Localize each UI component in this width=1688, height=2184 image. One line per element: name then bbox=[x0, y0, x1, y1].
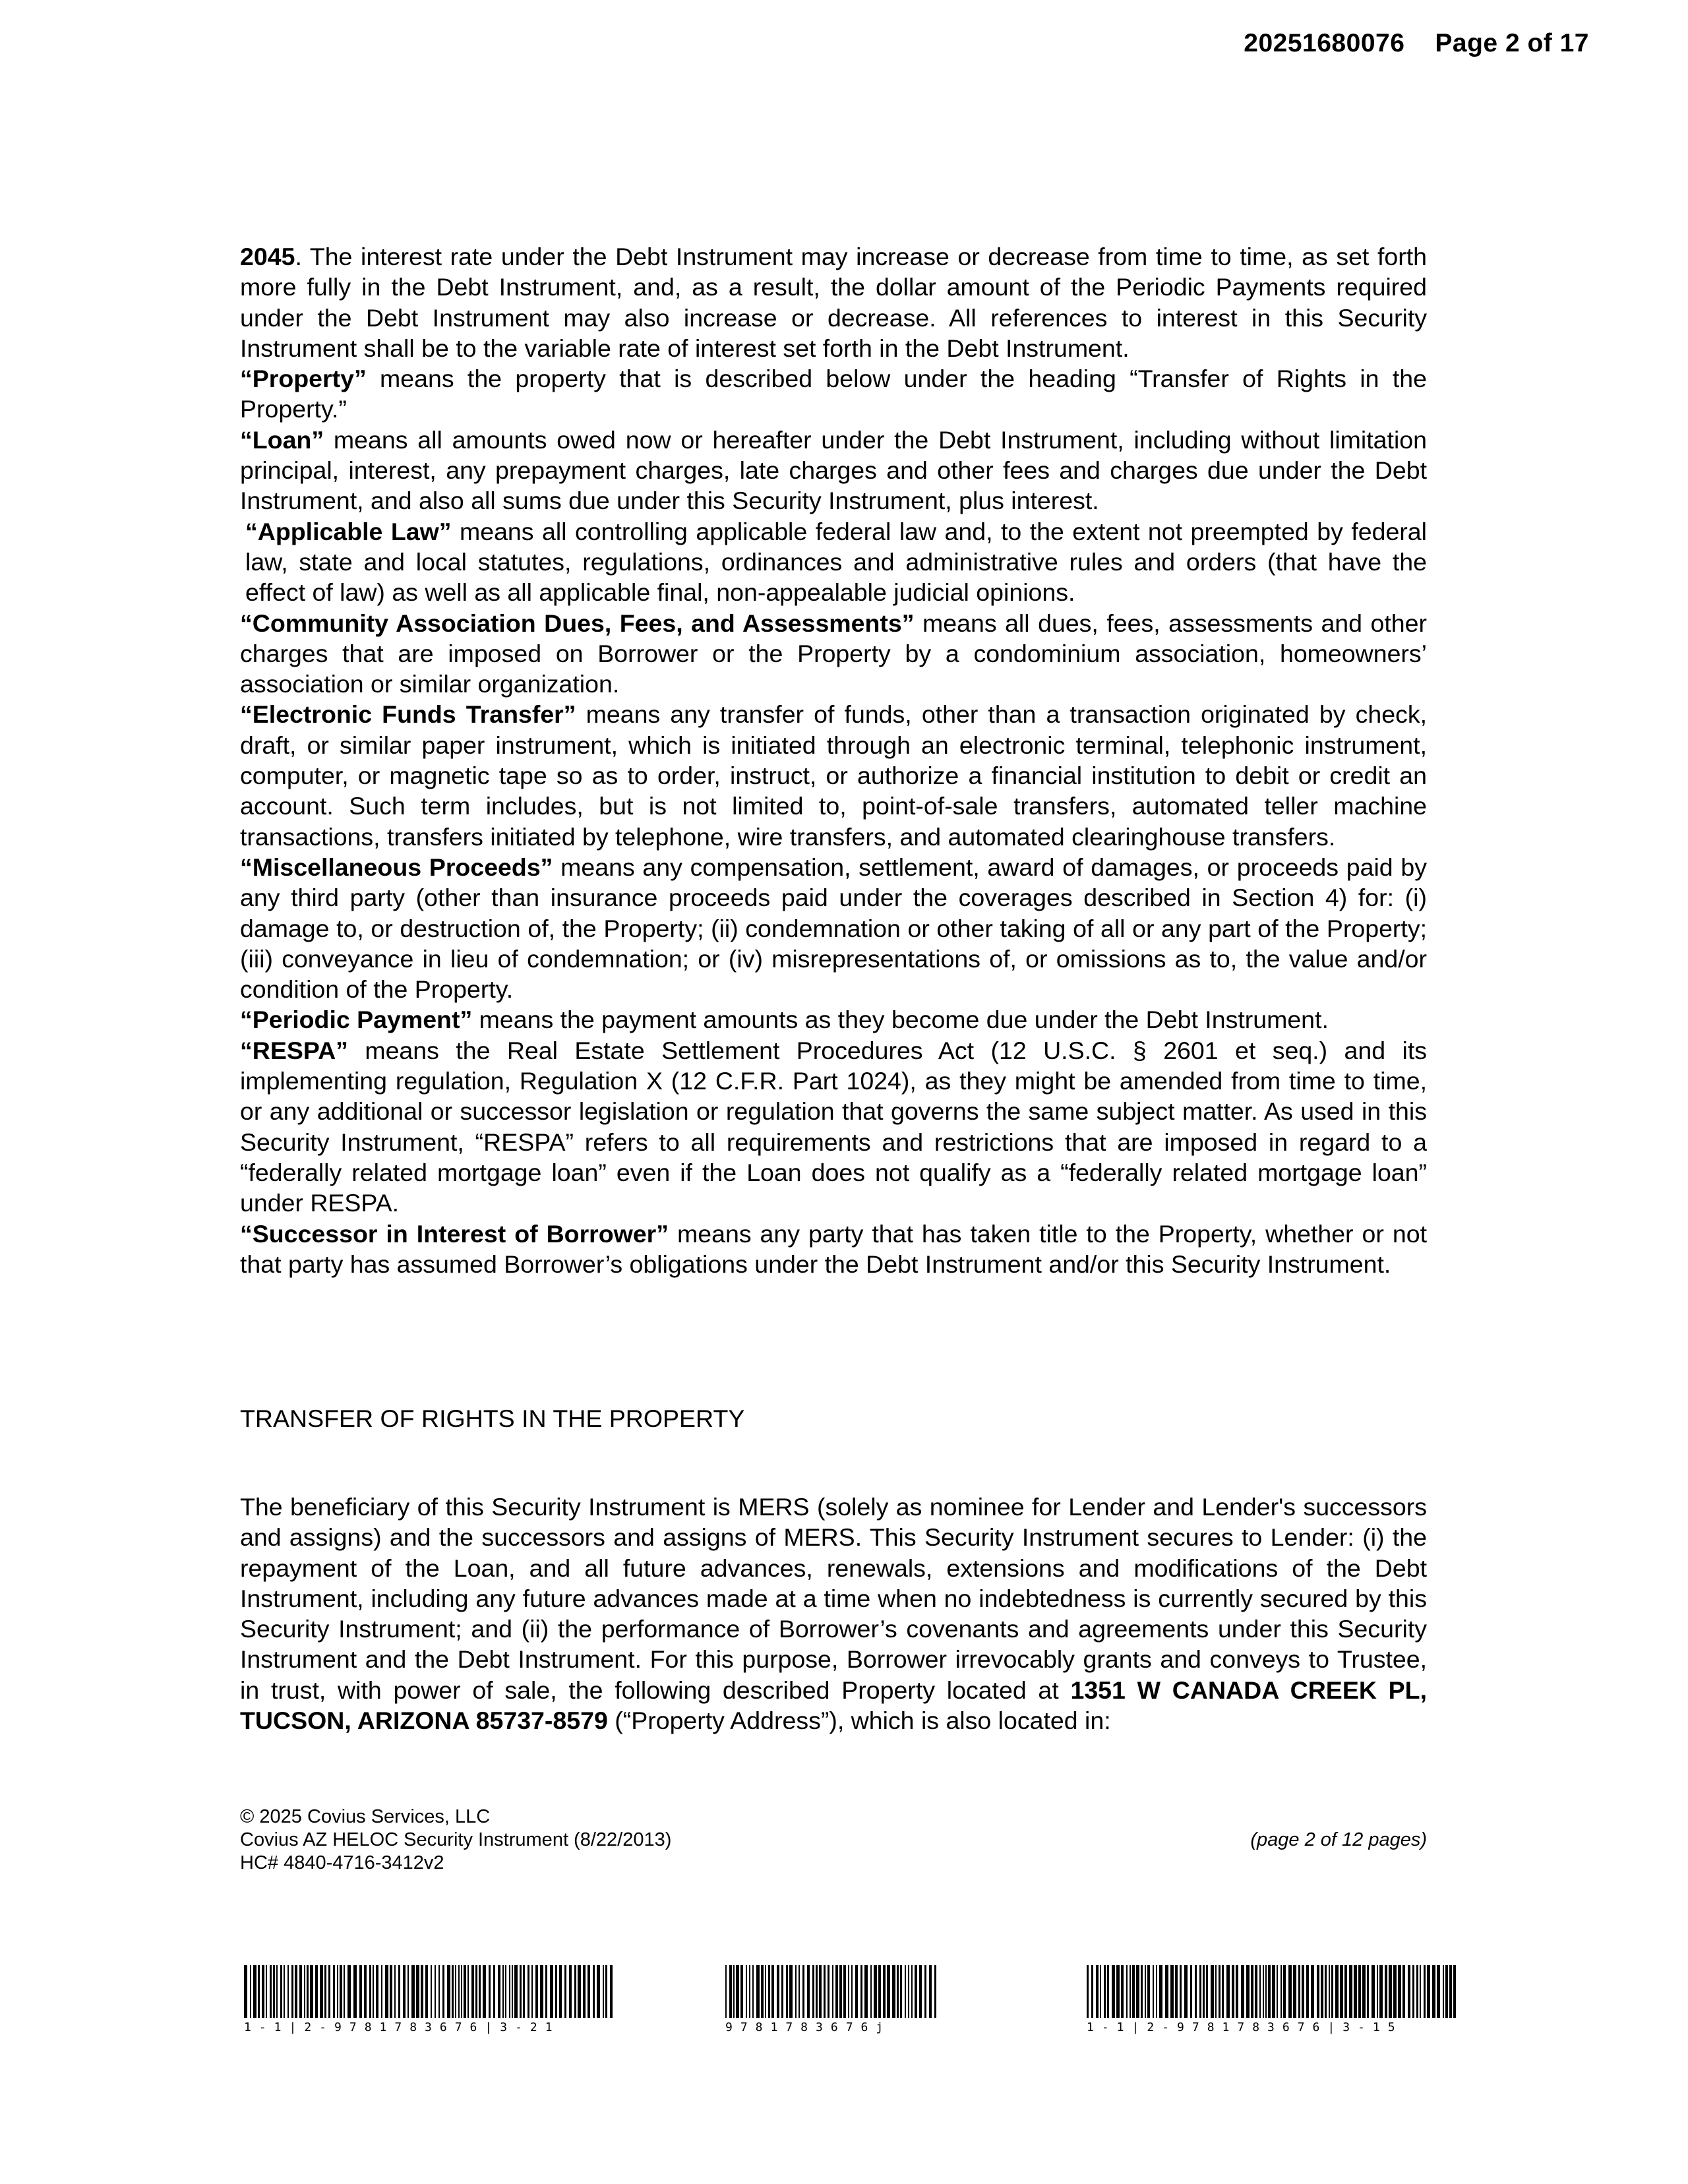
barcode-bar bbox=[610, 1965, 613, 2018]
barcode-bar bbox=[1379, 1965, 1383, 2018]
barcode-bar bbox=[291, 1965, 293, 2018]
barcode-bar bbox=[1100, 1965, 1101, 2018]
barcode-bar bbox=[1265, 1965, 1267, 2018]
definition-paragraph bbox=[240, 241, 1427, 363]
barcode-bar bbox=[250, 1965, 251, 2018]
barcode-bar bbox=[1112, 1965, 1115, 2018]
property-address: 1351 W CANADA CREEK PL, TUCSON, ARIZONA 85737-8579 bbox=[240, 1676, 1428, 1735]
barcode-bar bbox=[1432, 1965, 1435, 2018]
barcode-bar bbox=[373, 1965, 374, 2018]
footer-form-name: Covius AZ HELOC Security Instrument (8/22/2013) bbox=[240, 1829, 672, 1850]
footer-page-note: (page 2 of 12 pages) bbox=[1250, 1829, 1427, 1850]
transfer-text bbox=[240, 1492, 1427, 1736]
barcode-bar bbox=[324, 1965, 326, 2018]
barcode-bar bbox=[1268, 1965, 1271, 2018]
barcode-bar bbox=[915, 1965, 917, 2018]
barcode-bar bbox=[407, 1965, 409, 2018]
barcode-bar bbox=[1219, 1965, 1221, 2018]
barcode-bar bbox=[878, 1965, 881, 2018]
barcode-bar bbox=[315, 1965, 318, 2018]
barcode-bar bbox=[1255, 1965, 1257, 2018]
barcode-bar bbox=[273, 1965, 275, 2018]
barcode-bar bbox=[1272, 1965, 1275, 2018]
barcode bbox=[244, 1965, 613, 2034]
barcode-bar bbox=[752, 1965, 754, 2018]
barcode-bar bbox=[1277, 1965, 1278, 2018]
barcode-bar bbox=[1302, 1965, 1304, 2018]
barcode-bar bbox=[455, 1965, 456, 2018]
barcode-bar bbox=[768, 1965, 770, 2018]
footer-info bbox=[240, 1805, 671, 1875]
barcode-bar bbox=[1165, 1965, 1168, 2018]
barcode-bar bbox=[756, 1965, 760, 2018]
barcode-bar bbox=[1126, 1965, 1128, 2018]
barcode-bar bbox=[1283, 1965, 1286, 2018]
barcode-bar bbox=[1385, 1965, 1387, 2018]
barcode-bar bbox=[344, 1965, 345, 2018]
barcode-bar bbox=[333, 1965, 335, 2018]
barcode-bar bbox=[749, 1965, 750, 2018]
barcode-bar bbox=[369, 1965, 371, 2018]
document-number: 20251680076 bbox=[1244, 29, 1405, 57]
barcode-bar bbox=[1251, 1965, 1253, 2018]
barcode-bar bbox=[483, 1965, 486, 2018]
barcode-bar bbox=[802, 1965, 804, 2018]
barcode-bar bbox=[411, 1965, 415, 2018]
transfer-text-after: (“Property Address”), which is also located in: bbox=[607, 1707, 1111, 1735]
barcode-bar bbox=[605, 1965, 607, 2018]
barcode-bar bbox=[1445, 1965, 1448, 2018]
barcode-bar bbox=[1184, 1965, 1188, 2018]
barcode-bar bbox=[807, 1965, 810, 2018]
barcode-bar bbox=[559, 1965, 562, 2018]
barcode-bar bbox=[819, 1965, 822, 2018]
barcode-bar bbox=[1317, 1965, 1319, 2018]
barcode-bar bbox=[310, 1965, 313, 2018]
barcode-bar bbox=[1195, 1965, 1197, 2018]
barcode-bar bbox=[262, 1965, 264, 2018]
barcode-bar bbox=[307, 1965, 309, 2018]
barcode-bar bbox=[789, 1965, 793, 2018]
barcode-bar bbox=[725, 1965, 727, 2018]
barcode-bar bbox=[447, 1965, 450, 2018]
barcode-bar bbox=[347, 1965, 351, 2018]
barcode-bar bbox=[786, 1965, 788, 2018]
barcode-bar bbox=[574, 1965, 576, 2018]
barcode-bar bbox=[458, 1965, 460, 2018]
barcode-bar bbox=[929, 1965, 932, 2018]
barcode-bar bbox=[1190, 1965, 1192, 2018]
barcode bbox=[1087, 1965, 1456, 2034]
barcode-bar bbox=[1443, 1965, 1444, 2018]
definition-term: “Periodic Payment” bbox=[240, 1006, 473, 1034]
definition-term: “Successor in Interest of Borrower” bbox=[240, 1219, 669, 1248]
barcode-bar bbox=[452, 1965, 454, 2018]
barcode-bar bbox=[328, 1965, 330, 2018]
barcode-bar bbox=[848, 1965, 849, 2018]
barcode-bar bbox=[1412, 1965, 1414, 2018]
barcode-bar bbox=[1349, 1965, 1352, 2018]
definition-text: means all controlling applicable federal law and, to the extent not preempted by federal law, state and local statutes, regulations, ordinances and administrative rules and orders (that have the effect of law) as well as all applicable final, non-appealable judicial opinions. bbox=[245, 517, 1427, 607]
barcode-bar bbox=[467, 1965, 469, 2018]
barcode-bar bbox=[924, 1965, 926, 2018]
barcode-bar bbox=[569, 1965, 572, 2018]
barcode-bar bbox=[1203, 1965, 1205, 2018]
barcode-bar bbox=[416, 1965, 419, 2018]
barcode-bar bbox=[276, 1965, 278, 2018]
barcode-bar bbox=[253, 1965, 256, 2018]
barcode-bar bbox=[421, 1965, 423, 2018]
barcode-bar bbox=[1232, 1965, 1234, 2018]
barcode-bar bbox=[1259, 1965, 1261, 2018]
barcode-bar bbox=[883, 1965, 886, 2018]
barcode-bar bbox=[435, 1965, 436, 2018]
barcode-bar bbox=[299, 1965, 302, 2018]
barcode-bar bbox=[892, 1965, 895, 2018]
barcode-bar bbox=[1329, 1965, 1330, 2018]
barcode-bar bbox=[832, 1965, 833, 2018]
definition-paragraph bbox=[240, 608, 1427, 700]
barcode-bar bbox=[520, 1965, 522, 2018]
barcode-bar bbox=[1199, 1965, 1201, 2018]
barcode-bar bbox=[475, 1965, 477, 2018]
barcode-bar bbox=[1408, 1965, 1410, 2018]
barcode-bar bbox=[359, 1965, 362, 2018]
definition-paragraph bbox=[240, 1004, 1427, 1035]
barcode-bar bbox=[403, 1965, 406, 2018]
barcode-bar bbox=[244, 1965, 247, 2018]
barcode-bar bbox=[1087, 1965, 1089, 2018]
barcode-bar bbox=[1344, 1965, 1347, 2018]
barcode-caption: 9781783676j bbox=[725, 2020, 891, 2034]
barcode-bar bbox=[258, 1965, 260, 2018]
barcode-bar bbox=[364, 1965, 367, 2018]
barcode-bar bbox=[1153, 1965, 1154, 2018]
barcode-bar bbox=[1236, 1965, 1238, 2018]
barcode-bar bbox=[843, 1965, 846, 2018]
definition-text: . The interest rate under the Debt Instrument may increase or decrease from time to time, as set forth more fully in the Debt Instrument, and, as a result, the dollar amount of the Periodic Payments required under the Debt Instrument may also increase or decrease. All references to interest in this Security Instrument shall be to the variable rate of interest set forth in the Debt Instrument. bbox=[240, 243, 1427, 362]
barcode-bar bbox=[781, 1965, 783, 2018]
barcode-bar bbox=[733, 1965, 735, 2018]
barcode-bar bbox=[578, 1965, 581, 2018]
barcode-bar bbox=[1147, 1965, 1150, 2018]
barcode-bar bbox=[1215, 1965, 1217, 2018]
barcode-bar bbox=[1206, 1965, 1208, 2018]
barcode-bar bbox=[1420, 1965, 1421, 2018]
barcode-bar bbox=[1306, 1965, 1309, 2018]
barcode-bar bbox=[514, 1965, 518, 2018]
barcode-bar bbox=[1402, 1965, 1405, 2018]
barcode-bar bbox=[1372, 1965, 1375, 2018]
definition-paragraph bbox=[240, 363, 1427, 425]
definition-term: “Applicable Law” bbox=[245, 517, 452, 545]
barcode-bar bbox=[1367, 1965, 1369, 2018]
barcode-bar bbox=[1175, 1965, 1178, 2018]
barcode-bar bbox=[353, 1965, 357, 2018]
definition-paragraph bbox=[240, 1035, 1427, 1219]
barcode-bar bbox=[1241, 1965, 1244, 2018]
barcode-bar bbox=[1358, 1965, 1361, 2018]
barcode-bar bbox=[266, 1965, 267, 2018]
barcode-bar bbox=[1427, 1965, 1430, 2018]
barcode-bar bbox=[1096, 1965, 1099, 2018]
barcode-bar bbox=[304, 1965, 305, 2018]
barcode-bar bbox=[934, 1965, 936, 2018]
barcode-bar bbox=[493, 1965, 495, 2018]
page-label: Page 2 of 17 bbox=[1435, 29, 1589, 57]
barcode-bar bbox=[461, 1965, 462, 2018]
barcode-bar bbox=[528, 1965, 529, 2018]
barcode-bar bbox=[1263, 1965, 1264, 2018]
barcode-bar bbox=[550, 1965, 553, 2018]
barcode-bar bbox=[425, 1965, 428, 2018]
barcode-bar bbox=[1398, 1965, 1401, 2018]
definition-term: “Electronic Funds Transfer” bbox=[240, 700, 576, 729]
barcode-bar bbox=[864, 1965, 868, 2018]
definition-paragraph bbox=[240, 699, 1427, 851]
definitions-section bbox=[240, 241, 1427, 1279]
barcode-bar bbox=[479, 1965, 481, 2018]
barcode-bar bbox=[509, 1965, 510, 2018]
barcode-bar bbox=[1362, 1965, 1366, 2018]
barcode-bar bbox=[545, 1965, 547, 2018]
barcode-bar bbox=[897, 1965, 899, 2018]
barcode-bar bbox=[489, 1965, 491, 2018]
barcode-bar bbox=[564, 1965, 566, 2018]
barcode-bar bbox=[1416, 1965, 1418, 2018]
barcode-bar bbox=[795, 1965, 797, 2018]
barcode-bar bbox=[1132, 1965, 1135, 2018]
barcode-bar bbox=[761, 1965, 764, 2018]
definition-text: means all dues, fees, assessments and other charges that are imposed on Borrower or the Property by a condominium association, homeowners’ association or similar organization. bbox=[240, 609, 1427, 698]
definition-term: “Loan” bbox=[240, 425, 324, 454]
barcode-bar bbox=[442, 1965, 444, 2018]
barcode-bar bbox=[471, 1965, 474, 2018]
definition-text: means all amounts owed now or hereafter under the Debt Instrument, including without limitation principal, interest, any prepayment charges, late charges and other fees and charges due under the Debt Instrument, and also all sums due under this Security Instrument, plus interest. bbox=[240, 425, 1427, 515]
barcode-bar bbox=[839, 1965, 842, 2018]
barcode-bar bbox=[1354, 1965, 1357, 2018]
definition-text: means the Real Estate Settlement Procedures Act (12 U.S.C. § 2601 et seq.) and its implementing regulation, Regulation X (12 C.F.R. Part 1024), as they might be amended from time to time, or any additional or successor legislation or regulation that governs the same subject matter. As used in this Security Instrument, “RESPA” refers to all requirements and restrictions that are imposed in regard to a “federally related mortgage loan” even if the Loan does not qualify as a “federally related mortgage loan” under RESPA. bbox=[240, 1036, 1427, 1217]
definition-term: “Miscellaneous Proceeds” bbox=[240, 853, 553, 881]
barcode-bar bbox=[583, 1965, 586, 2018]
barcode-bar bbox=[911, 1965, 913, 2018]
barcode-bar bbox=[270, 1965, 272, 2018]
barcode-bar bbox=[295, 1965, 297, 2018]
barcode-bar bbox=[540, 1965, 543, 2018]
barcode-bar bbox=[320, 1965, 323, 2018]
barcode-bar bbox=[1340, 1965, 1343, 2018]
barcode-bar bbox=[860, 1965, 862, 2018]
barcode-bar bbox=[555, 1965, 557, 2018]
barcode-bar bbox=[746, 1965, 747, 2018]
barcode-bar bbox=[464, 1965, 466, 2018]
barcode-bar bbox=[855, 1965, 858, 2018]
barcode-bar bbox=[1377, 1965, 1378, 2018]
barcode-bar bbox=[523, 1965, 525, 2018]
barcode-bar bbox=[1335, 1965, 1339, 2018]
barcode-bar bbox=[1141, 1965, 1143, 2018]
barcode-bar bbox=[835, 1965, 838, 2018]
barcode-bar bbox=[816, 1965, 818, 2018]
barcode-bar bbox=[438, 1965, 440, 2018]
barcode-bar bbox=[1311, 1965, 1314, 2018]
barcode-bar bbox=[1136, 1965, 1139, 2018]
barcode-bar bbox=[900, 1965, 902, 2018]
definition-paragraph bbox=[240, 516, 1427, 608]
barcode-bar bbox=[874, 1965, 877, 2018]
barcode-bar bbox=[376, 1965, 378, 2018]
footer-copyright: © 2025 Covius Services, LLC bbox=[240, 1806, 491, 1827]
barcode-bar bbox=[1159, 1965, 1162, 2018]
barcode-bar bbox=[287, 1965, 289, 2018]
barcode-bar bbox=[1226, 1965, 1230, 2018]
definition-paragraph bbox=[240, 1219, 1427, 1280]
barcode-bar bbox=[340, 1965, 342, 2018]
barcode-bar bbox=[498, 1965, 500, 2018]
barcode-bar bbox=[777, 1965, 779, 2018]
recording-header bbox=[1244, 29, 1589, 58]
footer-hc-number: HC# 4840-4716-3412v2 bbox=[240, 1852, 444, 1873]
barcode-caption: 1-1|2-9781783676|3-21 bbox=[244, 2020, 560, 2034]
transfer-text-before: The beneficiary of this Security Instrument is MERS (solely as nominee for Lender and Lender's successors and assigns) and the successors and assigns of MERS. This Security Instrument secures to Lender: (i) the repayment of the Loan, and all future advances, renewals, extensions and modifications of the Debt Instrument, including any future advances made at a time when no indebtedness is currently secured by this Security Instrument; and (ii) the performance of Borrower’s covenants and agreements under this Security Instrument and the Debt Instrument. For this purpose, Borrower irrevocably grants and conveys to Trustee, in trust, with power of sale, the following described Property located at bbox=[240, 1493, 1427, 1704]
barcode-bar bbox=[381, 1965, 382, 2018]
barcode-bar bbox=[394, 1965, 396, 2018]
barcode-bar bbox=[1180, 1965, 1182, 2018]
barcode-bar bbox=[1130, 1965, 1131, 2018]
barcode-bar bbox=[431, 1965, 432, 2018]
barcode-bar bbox=[1424, 1965, 1426, 2018]
barcode-bar bbox=[1293, 1965, 1296, 2018]
barcode-bar bbox=[870, 1965, 872, 2018]
barcode-bar bbox=[1325, 1965, 1327, 2018]
definition-term: 2045 bbox=[240, 243, 295, 270]
barcode-bar bbox=[1145, 1965, 1146, 2018]
barcode-bar bbox=[1211, 1965, 1214, 2018]
barcode-bar bbox=[603, 1965, 604, 2018]
barcode-bar bbox=[1156, 1965, 1157, 2018]
barcode-bar bbox=[771, 1965, 774, 2018]
barcode-bar bbox=[1222, 1965, 1224, 2018]
barcode-bar bbox=[588, 1965, 590, 2018]
barcode-bar bbox=[1091, 1965, 1093, 2018]
barcode-bar bbox=[1453, 1965, 1456, 2018]
barcode-bar bbox=[390, 1965, 392, 2018]
barcode-bar bbox=[905, 1965, 906, 2018]
barcode-bar bbox=[799, 1965, 800, 2018]
barcode-bar bbox=[740, 1965, 743, 2018]
barcode-bar bbox=[1298, 1965, 1300, 2018]
barcode-bar bbox=[502, 1965, 504, 2018]
barcode-bar bbox=[765, 1965, 766, 2018]
definition-text: means any compensation, settlement, award of damages, or proceeds paid by any third party (other than insurance proceeds paid under the coverages described in Section 4) for: (i) damage to, or destruction of, the Property; (ii) condemnation or other taking of all or any part of the Property; (iii) conveyance in lieu of condemnation; or (iv) misrepresentations of, or omissions as to, the value and/or condition of the Property. bbox=[240, 853, 1427, 1004]
barcode-bar bbox=[736, 1965, 739, 2018]
definition-text: means the payment amounts as they become due under the Debt Instrument. bbox=[472, 1006, 1329, 1034]
barcode-bar bbox=[828, 1965, 829, 2018]
barcode-bar bbox=[824, 1965, 826, 2018]
barcode bbox=[725, 1965, 936, 2034]
barcode-bar bbox=[1437, 1965, 1440, 2018]
definition-paragraph bbox=[240, 425, 1427, 516]
barcode-bars bbox=[244, 1965, 613, 2018]
barcode-bar bbox=[512, 1965, 513, 2018]
barcode-bar bbox=[535, 1965, 538, 2018]
barcode-bar bbox=[593, 1965, 595, 2018]
barcode-bar bbox=[1288, 1965, 1292, 2018]
barcode-bar bbox=[597, 1965, 600, 2018]
barcode-bar bbox=[1389, 1965, 1392, 2018]
barcode-bar bbox=[919, 1965, 922, 2018]
definition-term: “Property” bbox=[240, 365, 367, 393]
definition-text: means any transfer of funds, other than a transaction originated by check, draft, or similar paper instrument, which is initiated through an electronic terminal, telephonic instrument, computer, or magnetic tape so as to order, instruct, or authorize a financial institution to debit or credit an account. Such term includes, but is not limited to, point-of-sale transfers, automated teller machine transactions, transfers initiated by telephone, wire transfers, and automated clearinghouse transfers. bbox=[240, 700, 1427, 851]
section-heading: TRANSFER OF RIGHTS IN THE PROPERTY bbox=[240, 1405, 745, 1432]
barcode-bar bbox=[1331, 1965, 1333, 2018]
barcode-bar bbox=[1104, 1965, 1106, 2018]
definition-text: means the property that is described below under the heading “Transfer of Rights in the Property.” bbox=[240, 365, 1427, 423]
definition-paragraph bbox=[240, 852, 1427, 1004]
barcode-bar bbox=[1449, 1965, 1452, 2018]
barcode-bar bbox=[1281, 1965, 1282, 2018]
barcode-bars bbox=[725, 1965, 936, 2018]
barcode-bar bbox=[385, 1965, 388, 2018]
barcode-bar bbox=[505, 1965, 506, 2018]
barcode-bar bbox=[1393, 1965, 1397, 2018]
barcode-bar bbox=[1121, 1965, 1124, 2018]
transfer-paragraph bbox=[240, 1492, 1427, 1736]
definition-term: “Community Association Dues, Fees, and Assessments” bbox=[240, 609, 915, 637]
barcode-caption: 1-1|2-9781783676|3-15 bbox=[1087, 2020, 1403, 2034]
barcode-bar bbox=[1107, 1965, 1109, 2018]
definition-term: “RESPA” bbox=[240, 1036, 348, 1064]
barcode-bar bbox=[1170, 1965, 1174, 2018]
barcode-bar bbox=[280, 1965, 282, 2018]
barcode-bar bbox=[729, 1965, 732, 2018]
barcode-bar bbox=[1321, 1965, 1323, 2018]
barcode-bar bbox=[398, 1965, 400, 2018]
barcode-bar bbox=[812, 1965, 814, 2018]
definition-text: means any party that has taken title to the Property, whether or not that party has assumed Borrower’s obligations under the Debt Instrument and/or this Security Instrument. bbox=[240, 1219, 1427, 1278]
barcode-bar bbox=[1116, 1965, 1120, 2018]
barcode-bars bbox=[1087, 1965, 1456, 2018]
barcode-bar bbox=[337, 1965, 338, 2018]
barcode-bar bbox=[851, 1965, 853, 2018]
barcode-bar bbox=[284, 1965, 285, 2018]
barcode-bar bbox=[908, 1965, 909, 2018]
barcode-bar bbox=[887, 1965, 890, 2018]
barcode-bar bbox=[531, 1965, 533, 2018]
barcode-bar bbox=[1246, 1965, 1250, 2018]
